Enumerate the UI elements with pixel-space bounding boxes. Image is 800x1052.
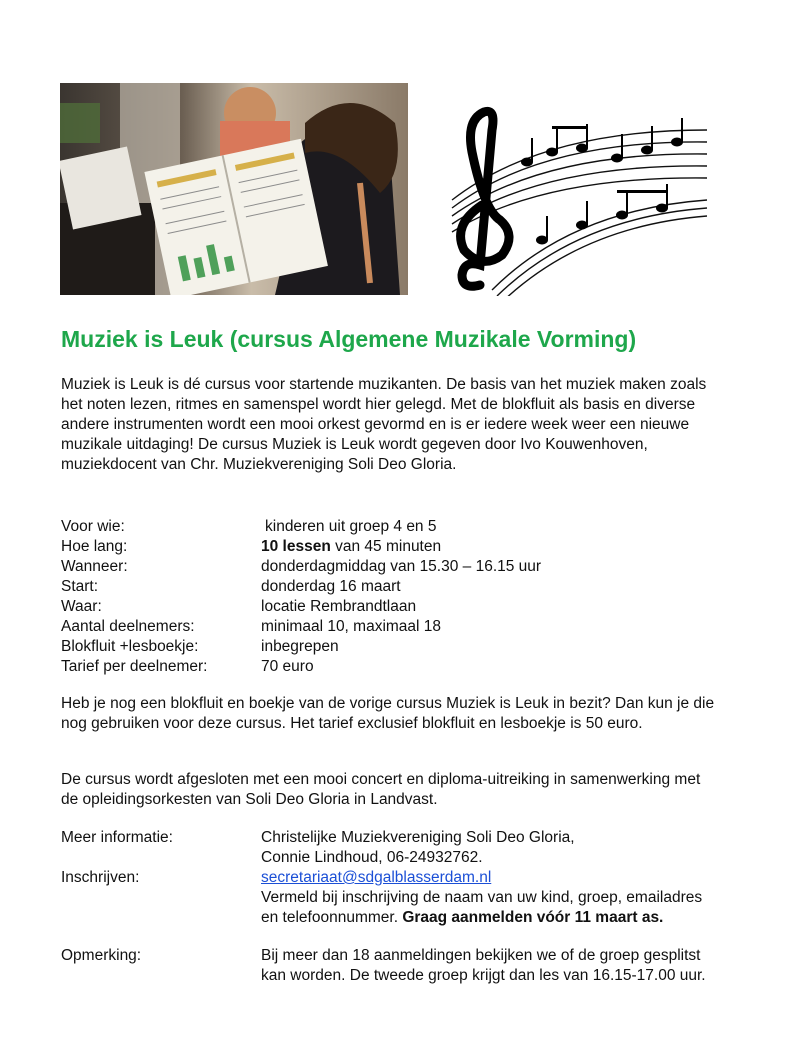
signup-instructions: Vermeld bij inschrijving de naam van uw kind, groep, emailadres en telefoonnummer. [261,889,703,926]
detail-label: Start: [61,578,99,595]
treble-clef-music-notes-icon [432,90,712,296]
detail-label: Blokfluit +lesboekje: [61,638,199,655]
detail-value: kinderen uit groep 4 en 5 [265,518,437,535]
detail-label: Waar: [61,598,102,615]
detail-label: Tarief per deelnemer: [61,658,208,675]
detail-value: donderdagmiddag van 15.30 – 16.15 uur [261,558,542,575]
concert-paragraph: De cursus wordt afgesloten met een mooi concert en diploma-uitreiking in samenwerking met de opleidingsorkesten van Soli Deo Gloria in Landvast. [61,771,701,808]
more-info-value [261,828,711,868]
detail-value: 70 euro [261,658,314,675]
detail-value: locatie Rembrandtlaan [261,598,417,615]
existing-recorder-paragraph: Heb je nog een blokfluit en boekje van de vorige cursus Muziek is Leuk in bezit? Dan kun je die nog gebruiken voor deze cursus. Het tarief exclusief blokfluit en lesboekje is 50 euro. [61,695,715,732]
detail-label: Aantal deelnemers: [61,618,195,635]
page-title: Muziek is Leuk (cursus Algemene Muzikale Vorming) [61,326,637,352]
signup-email-link[interactable]: secretariaat@sdgalblasserdam.nl [261,869,492,886]
detail-label: Wanneer: [61,558,128,575]
children-reading-music-book-photo [60,83,408,295]
detail-value-bold: 10 lessen [261,538,331,555]
detail-value [261,537,441,557]
more-info-label: Meer informatie: [61,829,173,846]
organisation-line: Christelijke Muziekvereniging Soli Deo Gloria, [261,829,575,846]
signup-value [261,868,711,928]
remark-value: Bij meer dan 18 aanmeldingen bekijken we of de groep gesplitst kan worden. De tweede groep krijgt dan les van 16.15-17.00 uur. [261,947,706,984]
detail-label: Voor wie: [61,518,125,535]
remark-label: Opmerking: [61,947,142,964]
detail-label: Hoe lang: [61,538,128,555]
detail-value: minimaal 10, maximaal 18 [261,618,442,635]
photo-illustration [60,83,408,295]
contact-person-line: Connie Lindhoud, 06-24932762. [261,849,483,866]
signup-label: Inschrijven: [61,869,140,886]
detail-value-rest: van 45 minuten [330,538,442,555]
intro-paragraph: Muziek is Leuk is dé cursus voor startende muzikanten. De basis van het muziek maken zoals het noten lezen, ritmes en samenspel wordt hier gelegd. Met de blokfluit als basis en diverse andere instrumenten wordt een mooi orkest gevormd en is er iedere week weer een nieuwe muzikale uitdaging! De cursus Muziek is Leuk wordt gegeven door Ivo Kouwenhoven, muziekdocent van Chr. Muziekvereniging Soli Deo Gloria. [61,376,707,473]
signup-deadline: Graag aanmelden vóór 11 maart as. [402,909,664,926]
detail-value: donderdag 16 maart [261,578,401,595]
detail-value: inbegrepen [261,638,339,655]
